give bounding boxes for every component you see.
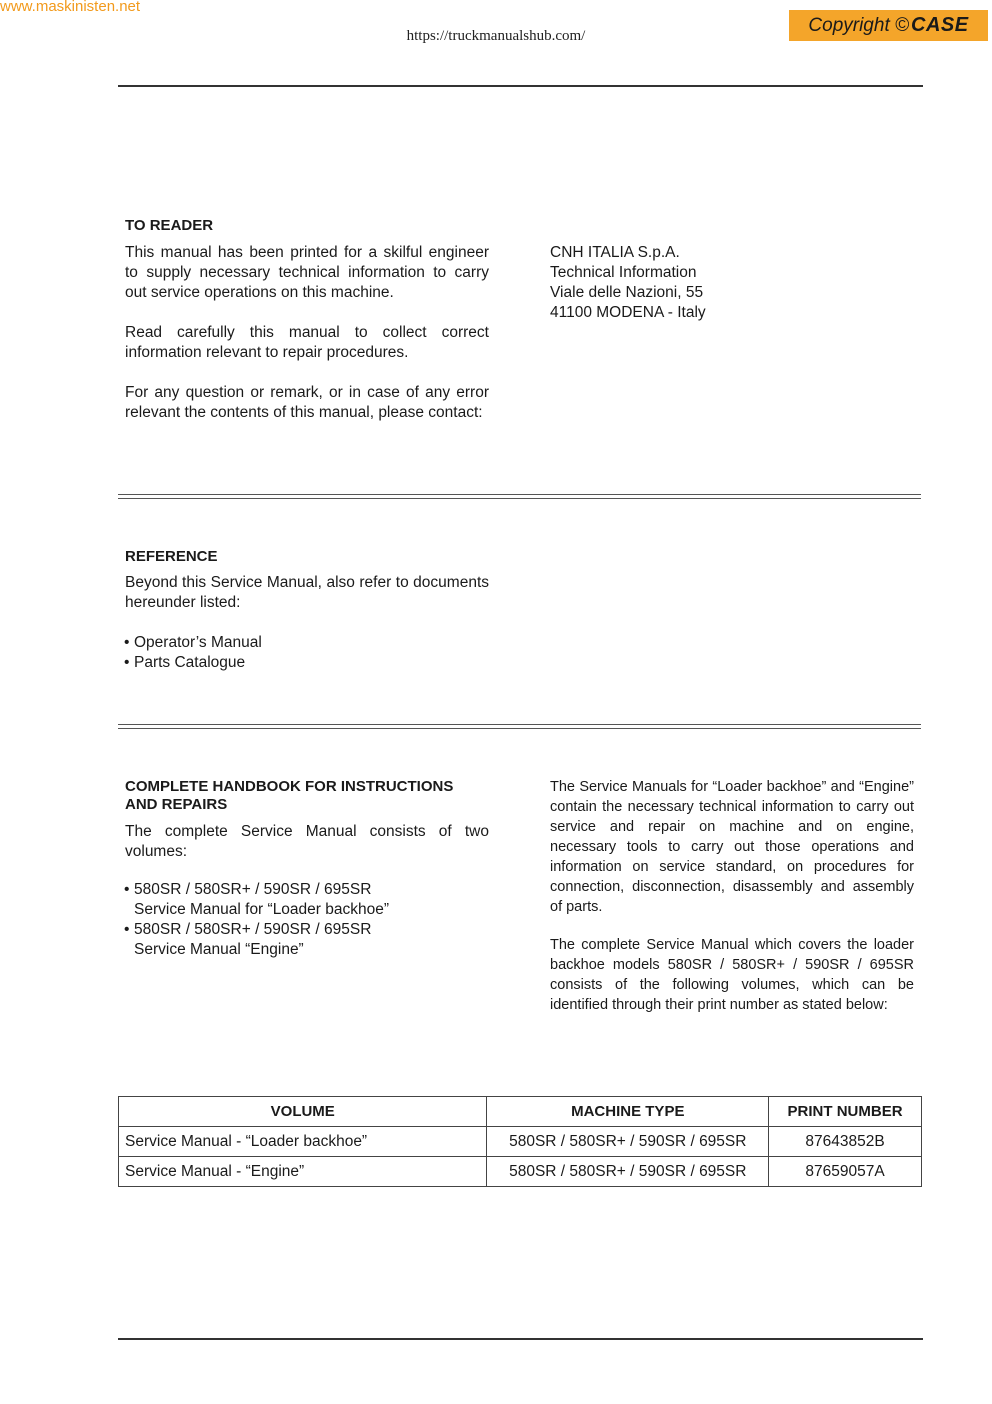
address-line: CNH ITALIA S.p.A. bbox=[550, 244, 680, 261]
volumes-table bbox=[118, 1096, 922, 1187]
reference-list bbox=[124, 633, 488, 673]
copyright-text: Copyright © bbox=[808, 14, 910, 36]
print-number-cell: 87643852B bbox=[769, 1127, 922, 1157]
table-header-row bbox=[119, 1097, 922, 1127]
column-header-print-number: PRINT NUMBER bbox=[769, 1097, 922, 1127]
list-item: • 580SR / 580SR+ / 590SR / 695SR Service Manual “Engine” bbox=[124, 921, 372, 958]
handbook-intro: The complete Service Manual consists of two volumes: bbox=[125, 823, 489, 860]
section-divider bbox=[118, 724, 921, 729]
print-number-cell: 87659057A bbox=[769, 1157, 922, 1187]
handbook-description-2: The complete Service Manual which covers the loader backhoe models 580SR / 580SR+ / 590SR / 695SR consists of the following volumes, which can be identified through their print number as stated below: bbox=[550, 937, 914, 1013]
to-reader-paragraph-1: This manual has been printed for a skilful engineer to supply necessary technical information to carry out service operations on this machine. bbox=[125, 244, 489, 301]
machine-type-cell: 580SR / 580SR+ / 590SR / 695SR bbox=[487, 1157, 769, 1187]
list-item: • 580SR / 580SR+ / 590SR / 695SR Service Manual for “Loader backhoe” bbox=[124, 881, 390, 918]
reference-intro: Beyond this Service Manual, also refer to documents hereunder listed: bbox=[125, 574, 489, 611]
section-divider bbox=[118, 494, 921, 499]
address-line: Viale delle Nazioni, 55 bbox=[550, 284, 704, 301]
handbook-description-1: The Service Manuals for “Loader backhoe” and “Engine” contain the necessary technical information to carry out service and repair on machine and on engine, necessary tools to carry out those operations and information on service standard, on procedures for connection, disconnection, disassembly and assembly of parts. bbox=[550, 779, 914, 915]
footer-rule bbox=[118, 1338, 923, 1340]
table-row bbox=[119, 1157, 922, 1187]
list-item: • Operator’s Manual bbox=[124, 634, 262, 651]
header-rule bbox=[118, 85, 923, 87]
reference-title: REFERENCE bbox=[125, 548, 218, 565]
to-reader-title: TO READER bbox=[125, 217, 214, 234]
address-line: 41100 MODENA - Italy bbox=[550, 304, 706, 321]
handbook-volume-list bbox=[124, 880, 504, 960]
watermark-link[interactable]: www.maskinisten.net bbox=[0, 0, 141, 15]
to-reader-paragraph-2: Read carefully this manual to collect correct information relevant to repair procedures. bbox=[125, 324, 489, 361]
case-logo: CASE bbox=[911, 14, 969, 36]
list-item: • Parts Catalogue bbox=[124, 654, 246, 671]
copyright-badge bbox=[789, 10, 988, 41]
volume-cell: Service Manual - “Loader backhoe” bbox=[119, 1127, 487, 1157]
handbook-title: COMPLETE HANDBOOK FOR INSTRUCTIONS AND REPAIRS bbox=[125, 778, 454, 813]
source-url[interactable]: https://truckmanualshub.com/ bbox=[406, 28, 586, 44]
column-header-volume: VOLUME bbox=[119, 1097, 487, 1127]
table-row bbox=[119, 1127, 922, 1157]
column-header-machine-type: MACHINE TYPE bbox=[487, 1097, 769, 1127]
contact-address bbox=[550, 243, 910, 323]
address-line: Technical Information bbox=[550, 264, 697, 281]
machine-type-cell: 580SR / 580SR+ / 590SR / 695SR bbox=[487, 1127, 769, 1157]
volume-cell: Service Manual - “Engine” bbox=[119, 1157, 487, 1187]
to-reader-paragraph-3: For any question or remark, or in case of any error relevant the contents of this manual, please contact: bbox=[125, 384, 489, 421]
